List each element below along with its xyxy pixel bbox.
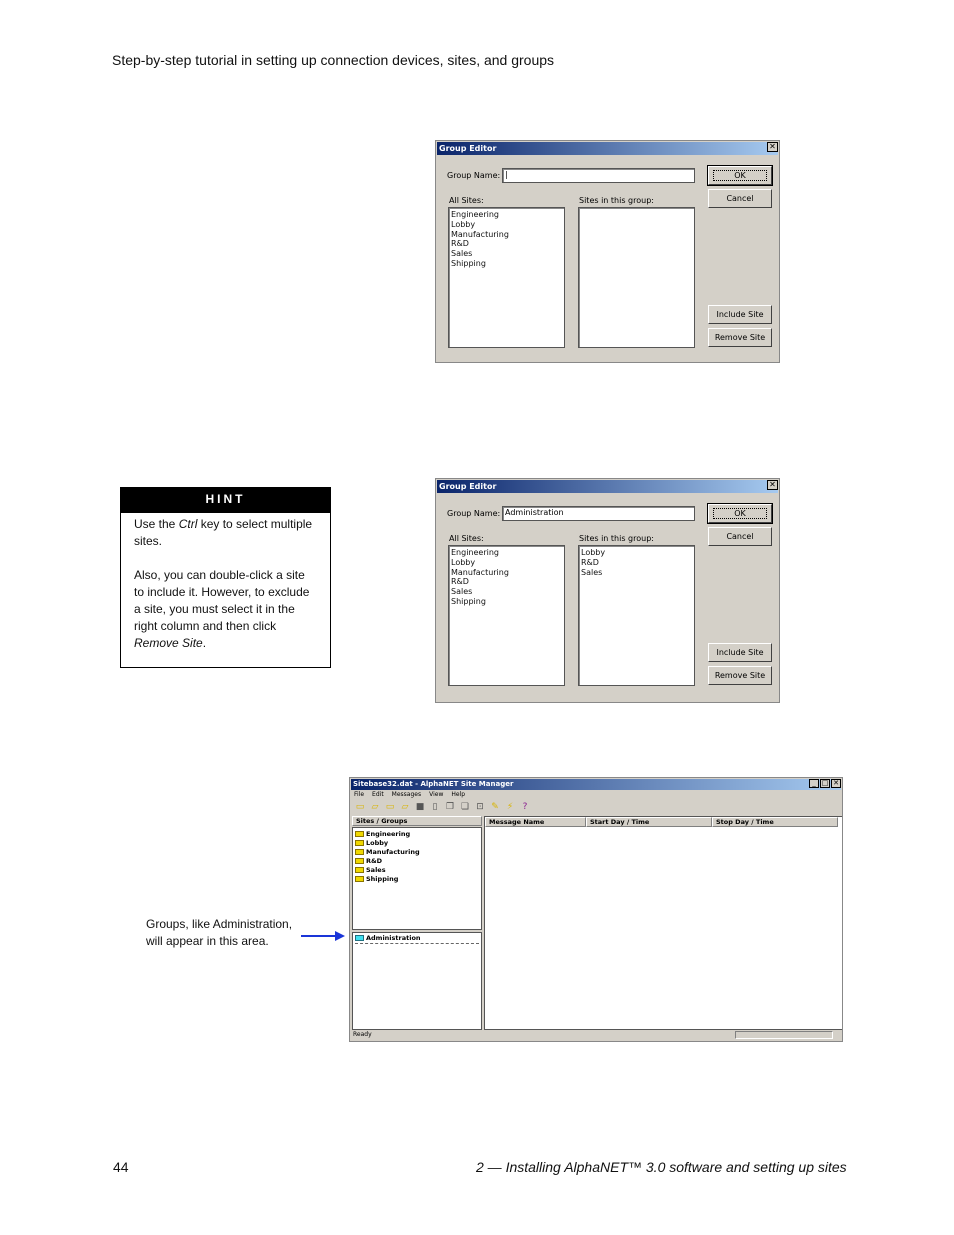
minimize-icon[interactable]: _ <box>809 779 819 788</box>
menu-view[interactable]: View <box>429 791 444 798</box>
close-icon[interactable]: ✕ <box>767 480 778 490</box>
sites-in-group-label: Sites in this group: <box>579 534 654 543</box>
group-name-input[interactable]: Administration <box>502 506 695 521</box>
all-sites-label: All Sites: <box>449 196 484 205</box>
dialog-title: Group Editor <box>437 480 778 493</box>
hint-paragraph-1: Use the Ctrl key to select multiple sites. <box>134 517 313 548</box>
messages-pane <box>484 816 843 1030</box>
new-group-icon[interactable]: ▭ <box>385 802 395 812</box>
include-site-button[interactable]: Include Site <box>708 305 772 324</box>
groups-pane <box>352 932 482 1030</box>
delete-icon[interactable]: ■ <box>415 802 425 812</box>
group-name-label: Group Name: <box>447 171 501 180</box>
close-icon[interactable]: ✕ <box>831 779 841 788</box>
menu-edit[interactable]: Edit <box>372 791 384 798</box>
cancel-button[interactable]: Cancel <box>708 527 772 546</box>
hint-box <box>120 487 331 668</box>
status-text: Ready <box>353 1031 372 1038</box>
tree-item[interactable]: Lobby <box>355 839 479 848</box>
remove-site-button[interactable]: Remove Site <box>708 328 772 347</box>
folder-icon <box>355 840 364 846</box>
open-folder-icon[interactable]: ▱ <box>371 802 379 812</box>
cancel-button[interactable]: Cancel <box>708 189 772 208</box>
page-header: Step-by-step tutorial in setting up connection devices, sites, and groups <box>112 52 555 68</box>
hint-title: HINT <box>121 488 330 513</box>
tree-item[interactable]: Manufacturing <box>355 848 479 857</box>
open-group-icon[interactable]: ▱ <box>401 802 409 812</box>
dialog-title: Group Editor <box>437 142 778 155</box>
sites-pane <box>352 827 482 930</box>
list-item[interactable]: Engineering <box>451 548 499 557</box>
folder-icon <box>355 849 364 855</box>
tree-item[interactable]: R&D <box>355 857 479 866</box>
sites-in-group-list[interactable] <box>578 207 695 348</box>
column-start-day-time[interactable]: Start Day / Time <box>586 817 712 827</box>
status-bar <box>351 1030 841 1040</box>
menu-bar <box>354 791 465 800</box>
list-item[interactable]: Shipping <box>451 258 486 268</box>
site-manager-window <box>349 777 843 1042</box>
list-item[interactable]: R&D <box>581 557 599 567</box>
list-item[interactable]: R&D <box>451 239 469 249</box>
list-item[interactable]: Lobby <box>451 219 476 229</box>
hint-body <box>121 513 330 652</box>
window-controls <box>809 779 841 789</box>
list-item[interactable]: Manufacturing <box>451 229 509 239</box>
folder-icon <box>355 867 364 873</box>
callout-arrow-icon <box>301 930 345 942</box>
list-item[interactable]: Sales <box>451 587 473 597</box>
properties-icon[interactable]: ⊡ <box>476 802 484 812</box>
callout-text: Groups, like Administration, will appear in this area. <box>146 917 293 948</box>
close-icon[interactable]: ✕ <box>767 142 778 152</box>
document-icon[interactable]: ▯ <box>432 802 438 812</box>
menu-file[interactable]: File <box>354 791 365 798</box>
window-title: Sitebase32.dat - AlphaNET Site Manager <box>351 779 841 790</box>
folder-icon <box>355 831 364 837</box>
all-sites-label: All Sites: <box>449 534 484 543</box>
list-item[interactable]: Manufacturing <box>451 567 509 577</box>
column-message-name[interactable]: Message Name <box>485 817 586 827</box>
include-site-button[interactable]: Include Site <box>708 643 772 662</box>
help-icon[interactable]: ? <box>522 802 528 812</box>
list-item[interactable]: R&D <box>451 577 469 587</box>
list-item[interactable]: Engineering <box>451 210 499 219</box>
list-item[interactable]: Lobby <box>451 557 476 567</box>
new-folder-icon[interactable]: ▭ <box>355 802 365 812</box>
page-number: 44 <box>113 1159 129 1175</box>
all-sites-list[interactable] <box>448 207 565 348</box>
menu-messages[interactable]: Messages <box>391 791 422 798</box>
tree-item[interactable]: Administration <box>355 934 479 944</box>
folder-icon <box>355 935 364 941</box>
tree-item[interactable]: Engineering <box>355 830 479 839</box>
maximize-icon[interactable]: □ <box>821 779 829 787</box>
group-name-label: Group Name: <box>447 509 501 518</box>
folder-icon <box>355 876 364 882</box>
all-sites-list[interactable] <box>448 545 565 686</box>
tree-item[interactable]: Sales <box>355 866 479 875</box>
list-item[interactable]: Shipping <box>451 596 486 606</box>
ok-button[interactable]: OK <box>708 504 772 523</box>
group-editor-dialog-filled <box>435 478 780 703</box>
hint-paragraph-2: Also, you can double-click a site to include it. However, to exclude a site, you must select it in the right column and then click Remove Site. <box>134 568 310 650</box>
chapter-footer: 2 — Installing AlphaNET™ 3.0 software and setting up sites <box>476 1159 847 1175</box>
send-icon[interactable]: ⚡ <box>506 802 514 812</box>
list-item[interactable]: Sales <box>581 567 603 577</box>
group-editor-dialog-empty <box>435 140 780 363</box>
menu-help[interactable]: Help <box>451 791 466 798</box>
status-panel <box>735 1031 833 1039</box>
list-item[interactable]: Lobby <box>581 548 606 557</box>
sites-in-group-list[interactable] <box>578 545 695 686</box>
remove-site-button[interactable]: Remove Site <box>708 666 772 685</box>
group-name-input[interactable]: | <box>502 168 695 183</box>
edit-icon[interactable]: ✎ <box>491 802 499 812</box>
sites-groups-header[interactable]: Sites / Groups <box>352 816 482 826</box>
tree-item[interactable]: Shipping <box>355 875 479 884</box>
copy-icon[interactable]: ❐ <box>445 802 455 812</box>
toolbar <box>354 801 531 814</box>
paste-icon[interactable]: ❏ <box>460 802 470 812</box>
sites-in-group-label: Sites in this group: <box>579 196 654 205</box>
list-item[interactable]: Sales <box>451 249 473 259</box>
ok-button[interactable]: OK <box>708 166 772 185</box>
column-stop-day-time[interactable]: Stop Day / Time <box>712 817 838 827</box>
folder-icon <box>355 858 364 864</box>
